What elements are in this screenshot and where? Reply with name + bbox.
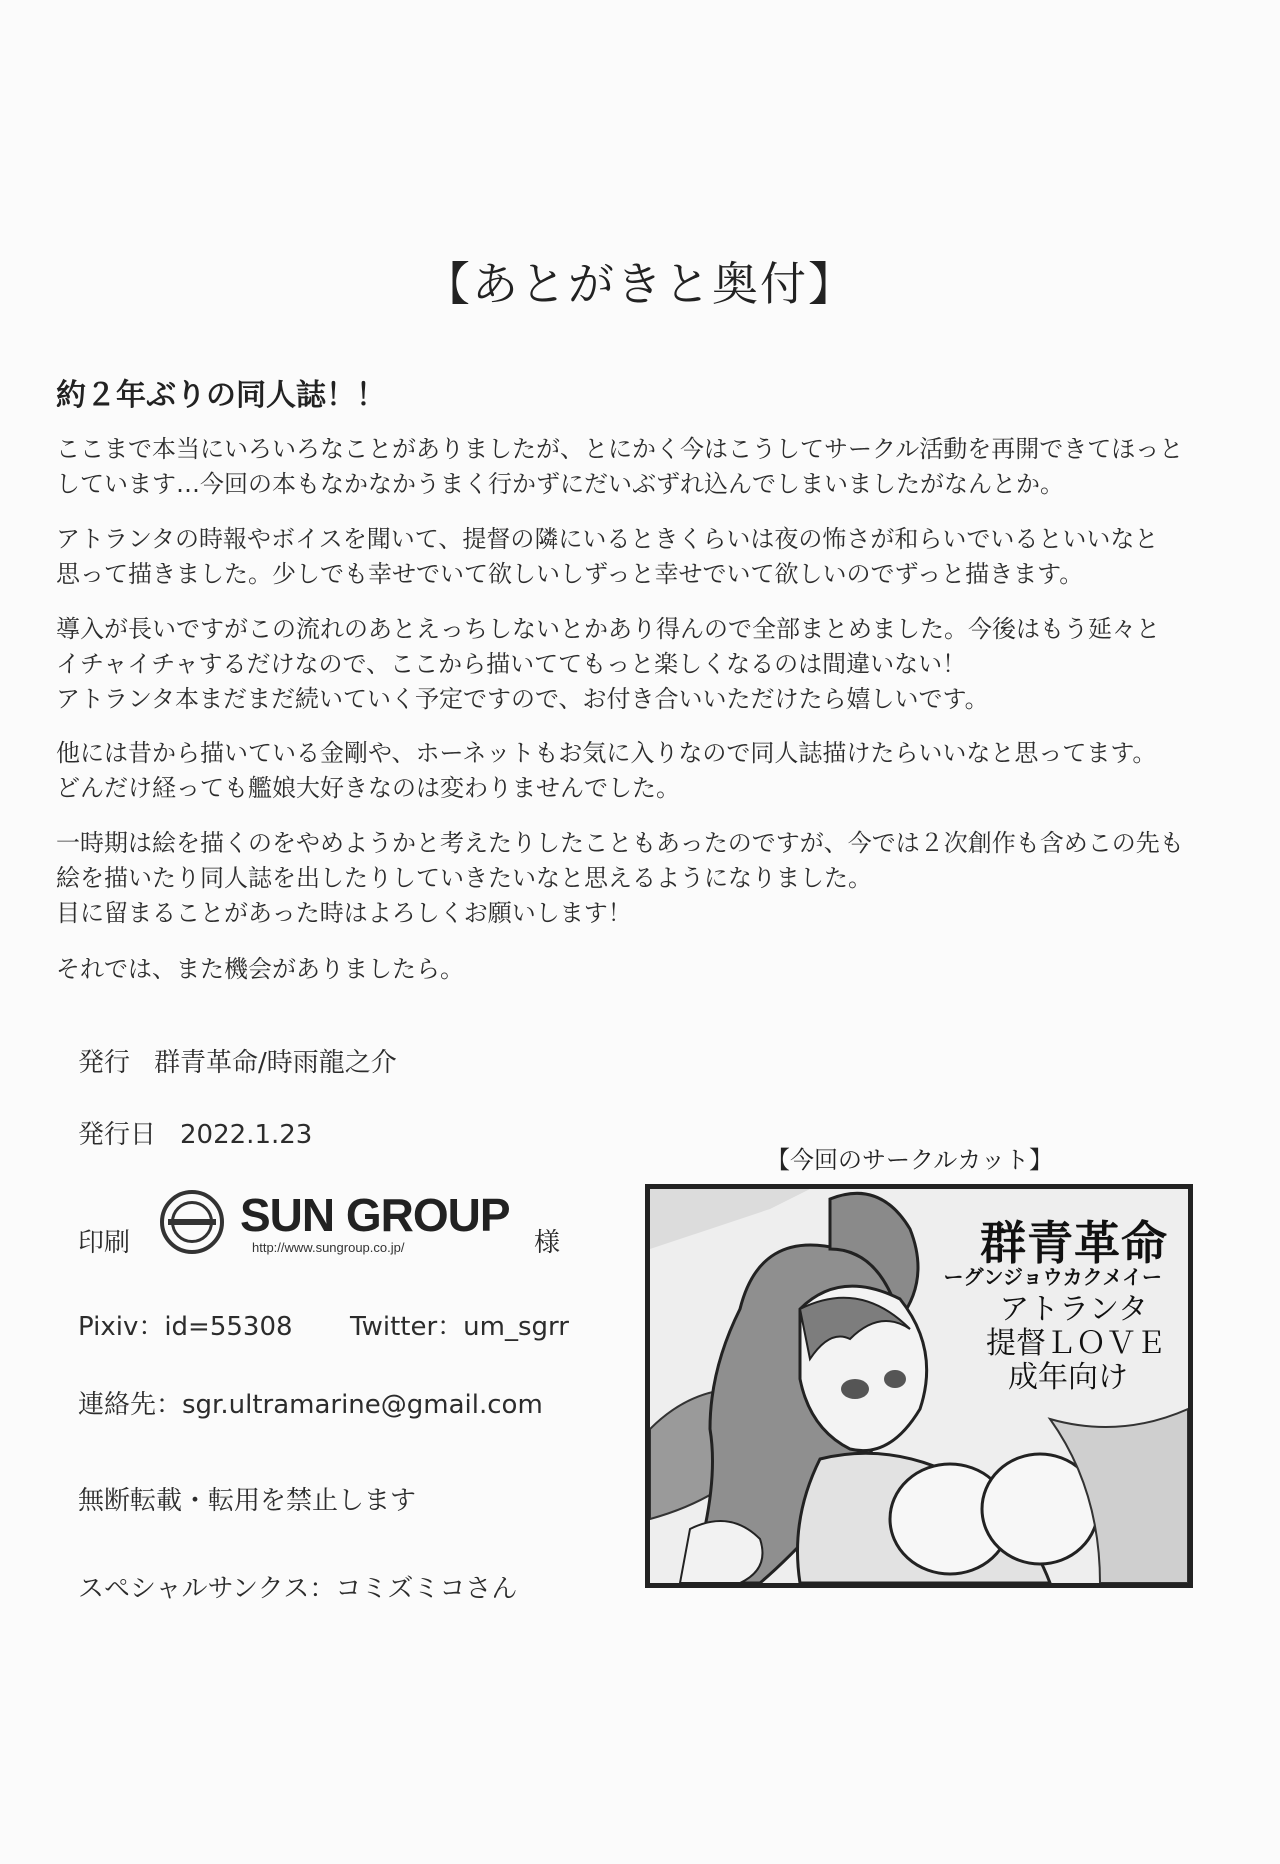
paragraph-2 [56, 522, 1226, 592]
paragraph-line: アトランタ本まだまだ続いていく予定ですので、お付き合いいただけたら嬉しいです。 [56, 685, 989, 713]
paragraph-line: イチャイチャするだけなので、ここから描いててもっと楽しくなるのは間違いない！ [56, 650, 967, 678]
circle-cut-line: 提督ＬＯＶＥ [986, 1326, 1166, 1361]
printer-url: http://www.sungroup.co.jp/ [252, 1240, 405, 1255]
page-title: 【あとがきと奥付】 [424, 257, 856, 311]
circle-cut-image [645, 1184, 1193, 1588]
paragraph-line: しています…今回の本もなかなかうまく行かずにだいぶずれ込んでしまいましたがなんとか。 [56, 470, 1064, 498]
publisher-value: 群青革命/時雨龍之介 [154, 1048, 397, 1078]
printer-name: SUN GROUP [240, 1189, 510, 1241]
paragraph-3 [56, 612, 1226, 717]
publisher-label: 発行 [78, 1048, 131, 1078]
paragraph-line: アトランタの時報やボイスを聞いて、提督の隣にいるときくらいは夜の怖さが和らいでいるといいなと [56, 525, 1159, 553]
reprint-notice: 無断転載・転用を禁止します [78, 1486, 417, 1516]
paragraph-4 [56, 736, 1226, 806]
date-row [78, 1114, 312, 1151]
date-value: 2022.1.23 [180, 1120, 313, 1150]
paragraph-6 [56, 952, 1226, 987]
sun-group-logo-icon [160, 1190, 224, 1254]
twitter-id: Twitter：um_sgrr [350, 1312, 569, 1342]
paragraph-5 [56, 826, 1226, 931]
date-label: 発行日 [78, 1120, 157, 1150]
circle-cut-line: アトランタ [999, 1292, 1148, 1327]
special-thanks: スペシャルサンクス：コミズミコさん [78, 1574, 518, 1604]
print-label: 印刷 [78, 1228, 131, 1258]
contact-email: 連絡先：sgr.ultramarine@gmail.com [78, 1390, 543, 1420]
circle-cut-label: 【今回のサークルカット】 [766, 1146, 1054, 1174]
paragraph-line: 他には昔から描いている金剛や、ホーネットもお気に入りなので同人誌描けたらいいなと思ってます。 [56, 739, 1157, 767]
paragraph-1 [56, 432, 1226, 502]
circle-cut-title: 群青革命 [980, 1216, 1168, 1270]
paragraph-line: 思って描きました。少しでも幸せでいて欲しいしずっと幸せでいて欲しいのでずっと描きます。 [56, 560, 1084, 588]
circle-cut-line: 成年向け [1008, 1360, 1128, 1395]
pixiv-id: Pixiv：id=55308 [78, 1312, 293, 1342]
paragraph-line: それでは、また機会がありましたら。 [56, 955, 464, 983]
publisher-row [78, 1042, 397, 1079]
paragraph-line: 目に留まることがあった時はよろしくお願いします！ [56, 899, 632, 927]
paragraph-line: 一時期は絵を描くのをやめようかと考えたりしたこともあったのですが、今では２次創作も含めこの先も [56, 829, 1184, 857]
sun-group-logo [160, 1188, 560, 1260]
paragraph-line: どんだけ経っても艦娘大好きなのは変わりませんでした。 [56, 774, 680, 802]
paragraph-line: ここまで本当にいろいろなことがありましたが、とにかく今はこうしてサークル活動を再開できてほっと [56, 435, 1184, 463]
section-heading: 約２年ぶりの同人誌！！ [56, 378, 386, 413]
circle-cut-reading: ーグンジョウカクメイー [943, 1265, 1162, 1289]
paragraph-line: 導入が長いですがこの流れのあとえっちしないとかあり得んので全部まとめました。今後はもう延々と [56, 615, 1160, 643]
paragraph-line: 絵を描いたり同人誌を出したりしていきたいなと思えるようになりました。 [56, 864, 872, 892]
printer-honorific: 様 [534, 1228, 561, 1258]
